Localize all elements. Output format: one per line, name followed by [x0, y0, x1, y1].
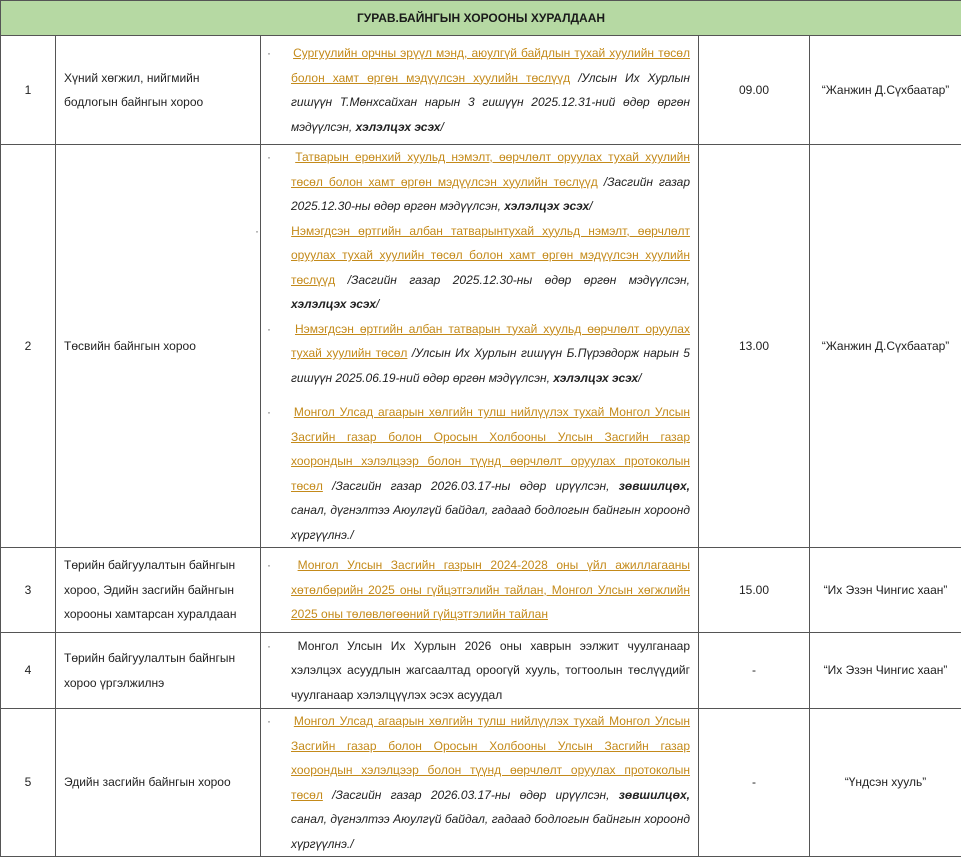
committee-name: Төрийн байгуулалтын байнгын хороо үргэлжилнэ — [56, 633, 261, 709]
agreement-link[interactable]: Монгол Улсад агаарын хөлгийн тулш нийлүүлэх тухай Монгол Улсын Засгийн газар болон Оросын Холбооны Улсын Засгийн газар хоорондын хэлэлцээр болон түүнд өөрчлөлт оруулах протоколын төсөл — [291, 714, 690, 802]
bullet-icon: · — [273, 219, 283, 244]
agenda-cell — [261, 633, 699, 709]
row-number: 1 — [1, 36, 56, 145]
table-row — [1, 633, 961, 709]
agenda-text: Монгол Улсын Их Хурлын 2026 оны хаврын ээлжит чуулганаар хэлэлцэх асуудлын жагсаалтад ороогүй хууль, тогтоолын төслүүдийг чуулганаар хэлэлцүүлэх эсэх асуудал — [291, 639, 690, 702]
agreement-link[interactable]: Монгол Улсад агаарын хөлгийн тулш нийлүүлэх тухай Монгол Улсын Засгийн газар болон Оросын Холбооны Улсын Засгийн газар хоорондын хэлэлцээр болон түүнд өөрчлөлт оруулах протоколын төсөл — [291, 405, 690, 493]
agenda-note: /Улсын Их Хурлын гишүүн Б.Пүрэвдорж нарын 5 гишүүн 2025.06.19-ний өдөр өргөн мэдүүлсэн, хэлэлцэх эсэх/ — [291, 346, 690, 385]
row-number: 3 — [1, 548, 56, 633]
committee-name: Хүний хөгжил, нийгмийн бодлогын байнгын хороо — [56, 36, 261, 145]
committee-name: Төсвийн байнгын хороо — [56, 145, 261, 548]
agenda-item — [269, 634, 690, 708]
section-title: ГУРАВ.БАЙНГЫН ХОРООНЫ ХУРАЛДААН — [1, 1, 961, 36]
meeting-time: 09.00 — [699, 36, 810, 145]
table-header-row — [1, 1, 961, 36]
agenda-note: /Засгийн газар 2025.12.30-ны өдөр өргөн мэдүүлсэн, хэлэлцэх эсэх/ — [291, 273, 690, 312]
agenda-item — [269, 145, 690, 219]
bill-link[interactable]: Нэмэгдсэн өртгийн албан татварын тухай хуульд өөрчлөлт оруулах тухай хуулийн төсөл — [291, 322, 690, 361]
bullet-icon: · — [279, 400, 289, 425]
table-row — [1, 709, 961, 857]
agenda-item — [269, 400, 690, 547]
agenda-note: /Засгийн газар 2026.03.17-ны өдөр ирүүлсэн, зөвшилцөх, санал, дүгнэлтээ Аюулгүй байдал, гадаад бодлогын байнгын хороонд хүргүүлнэ./ — [291, 479, 690, 542]
bullet-icon: · — [279, 634, 289, 659]
bullet-icon: · — [279, 709, 289, 734]
table-row — [1, 36, 961, 145]
meeting-time: 15.00 — [699, 548, 810, 633]
agenda-note: /Засгийн газар 2025.12.30-ны өдөр өргөн мэдүүлсэн, хэлэлцэх эсэх/ — [291, 175, 690, 214]
meeting-time: - — [699, 709, 810, 857]
row-number: 5 — [1, 709, 56, 857]
agenda-item — [269, 219, 690, 317]
agenda-item — [269, 709, 690, 856]
bullet-icon: · — [279, 317, 289, 342]
table-row — [1, 548, 961, 633]
row-number: 4 — [1, 633, 56, 709]
committee-name: Эдийн засгийн байнгын хороо — [56, 709, 261, 857]
agenda-item — [269, 317, 690, 391]
meeting-room: “Жанжин Д.Сүхбаатар” — [810, 145, 961, 548]
table-row — [1, 145, 961, 548]
agenda-item — [269, 41, 690, 139]
meeting-room: “Их Эзэн Чингис хаан” — [810, 548, 961, 633]
bullet-icon: · — [279, 553, 289, 578]
agenda-cell — [261, 145, 699, 548]
meeting-room: “Жанжин Д.Сүхбаатар” — [810, 36, 961, 145]
committee-name: Төрийн байгуулалтын байнгын хороо, Эдийн засгийн байнгын хорооны хамтарсан хуралдаан — [56, 548, 261, 633]
bill-link[interactable]: Татварын ерөнхий хуульд нэмэлт, өөрчлөлт оруулах тухай хуулийн төсөл болон хамт өргөн мэдүүлсэн хуулийн төслүүд — [291, 150, 690, 189]
meeting-time: - — [699, 633, 810, 709]
bullet-icon: · — [279, 41, 289, 66]
meeting-time: 13.00 — [699, 145, 810, 548]
agenda-item — [269, 553, 690, 627]
bill-link[interactable]: Сургуулийн орчны эрүүл мэнд, аюулгүй байдлын тухай хуулийн төсөл болон хамт өргөн мэдүүлсэн хуулийн төслүүд — [291, 46, 690, 85]
agenda-cell — [261, 709, 699, 857]
report-link[interactable]: Монгол Улсын Засгийн газрын 2024-2028 оны үйл ажиллагааны хөтөлбөрийн 2025 оны гүйцэтгэлийн тайлан, Монгол Улсын хөгжлийн 2025 оны төлөвлөгөөний гүйцэтгэлийн тайлан — [291, 558, 690, 621]
row-number: 2 — [1, 145, 56, 548]
meeting-room: “Их Эзэн Чингис хаан” — [810, 633, 961, 709]
agenda-cell — [261, 548, 699, 633]
agenda-note: /Засгийн газар 2026.03.17-ны өдөр ирүүлсэн, зөвшилцөх, санал, дүгнэлтээ Аюулгүй байдал, гадаад бодлогын байнгын хороонд хүргүүлнэ./ — [291, 788, 690, 851]
bullet-icon: · — [279, 145, 289, 170]
agenda-note: /Улсын Их Хурлын гишүүн Т.Мөнхсайхан нарын 3 гишүүн 2025.12.31-ний өдөр өргөн мэдүүлсэн, хэлэлцэх эсэх/ — [291, 71, 690, 134]
meeting-room: “Үндсэн хууль” — [810, 709, 961, 857]
agenda-cell — [261, 36, 699, 145]
bill-link[interactable]: Нэмэгдсэн өртгийн албан татварынтухай хуульд нэмэлт, өөрчлөлт оруулах тухай хуулийн төсөл болон хамт өргөн мэдүүлсэн хуулийн төслүүд — [291, 224, 690, 287]
